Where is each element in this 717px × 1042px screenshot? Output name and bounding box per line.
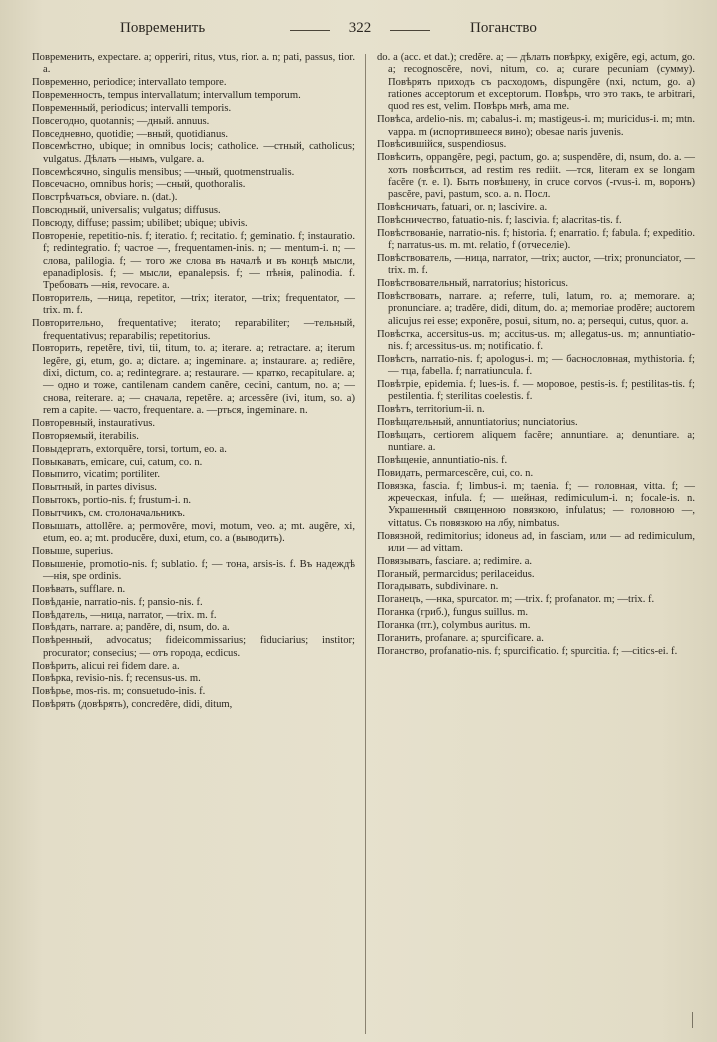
- dictionary-entry: Повышать, attollĕre. a; permovĕre, movi, motum, veo. a; mt. augĕre, xi, etum, eo. a; mt. producĕre, duxi, etum, co. a (выводить).: [32, 520, 355, 545]
- dictionary-entry: Повытный, in partes divisus.: [32, 482, 157, 494]
- dictionary-entry: Поганить, profanare. a; spurcificare. a.: [377, 632, 544, 644]
- dictionary-entry: Повязной, redimitorius; idoneus ad, in fasciam, или — ad redimiculum, или — ad vittam.: [377, 530, 695, 554]
- dictionary-entry: Повѣсившійся, suspendiosus.: [377, 139, 507, 151]
- page-header: [0, 20, 717, 42]
- dictionary-entry: do. a (acc. et dat.); credĕre. a; — дѣлать повѣрку, exigĕre, egi, actum, go. a; recognoscĕre, novi, nitum, co. a; curare pecuniam (сумму). Повѣрять приходъ съ расходомъ, dispungĕre (nxi, nctum, go. a) rationes acceptorum et exceptorum. Повѣрь, что это такъ, te arbitrari, quod res est, velim. Повѣрь мнѣ, ama me.: [377, 52, 695, 113]
- right-column: [377, 52, 695, 659]
- dictionary-entry: Повременность, tempus intervallatum; intervallum temporum.: [32, 90, 301, 102]
- dictionary-entry: Повыкавать, emicare, cui, catum, co. n.: [32, 456, 203, 468]
- dictionary-entry: Повѣщательный, annuntiatorius; nunciatorius.: [377, 416, 578, 428]
- dictionary-entry: Повседневно, quotidie; —вный, quotidianus.: [32, 128, 229, 140]
- dictionary-entry: Повѣрье, mos-ris. m; consuetudo-inis. f.: [32, 686, 206, 698]
- dictionary-entry: Повѣствованіе, narratio-nis. f; historia. f; enarratio. f; fabula. f; expeditio. f; narratus-us. m. mt. relatio, f (отчеселіе).: [377, 227, 695, 252]
- dictionary-entry: Повтореніе, repetitio-nis. f; iteratio. f; recitatio. f; geminatio. f; instauratio. f; redintegratio. f; частое —, frequentamen-inis. n; — mentum-i. n; — слова, palilogia. f; — того же слова въ началѣ и въ концѣ мысли, epanadiplosis. f; — мысли, epanalepsis. f; — пѣнія, palinodia. f. Требовать —нія, revocare. a.: [32, 230, 355, 292]
- dictionary-entry: Повторевный, instaurativus.: [32, 417, 156, 429]
- dictionary-entry: Повыше, superius.: [32, 545, 114, 557]
- dictionary-entry: Повѣщать, certiorem aliquem facĕre; annuntiare. a; denuntiare. a; nuntiare. a.: [377, 429, 695, 454]
- dictionary-entry: Повѣствователь, —ница, narrator, —trix; auctor, —trix; pronunciator, —trix. m. f.: [377, 253, 695, 277]
- dictionary-entry: Повѣсничество, fatuatio-nis. f; lascivia. f; alacritas-tis. f.: [377, 214, 622, 226]
- dictionary-entry: Повѣдатель, —ница, narrator, —trix. m. f.: [32, 609, 217, 621]
- dictionary-entry: Повѣрять (довѣрять), concredĕre, didi, ditum,: [32, 699, 233, 711]
- margin-mark: [692, 1012, 693, 1028]
- dictionary-entry: Повторяемый, iterabilis.: [32, 430, 139, 442]
- dictionary-entry: Повытчикъ, см. столоначальникъ.: [32, 507, 186, 519]
- dictionary-entry: Поганка (гриб.), fungus suillus. m.: [377, 607, 529, 619]
- dictionary-entry: Повсемѣстно, ubique; in omnibus locis; catholice. —стный, catholicus; vulgatus. Дѣлать —нымъ, vulgare. a.: [32, 141, 355, 165]
- dictionary-entry: Повышеніе, promotio-nis. f; sublatio. f; — тона, arsis-is. f. Въ надеждѣ —нія, spe ordinis.: [32, 558, 355, 583]
- dictionary-entry: Повыдергать, extorquĕre, torsi, tortum, eo. a.: [32, 443, 227, 455]
- dictionary-entry: Поганка (пт.), colymbus auritus. m.: [377, 619, 531, 631]
- dictionary-entry: Повстрѣчаться, obviare. n. (dat.).: [32, 192, 178, 204]
- dictionary-entry: Повсечасно, omnibus horis; —сный, quothoralis.: [32, 179, 246, 191]
- header-left-word: Повременить: [120, 20, 206, 36]
- dictionary-entry: Повѣсть, narratio-nis. f; apologus-i. m; — баснословная, mythistoria. f; — тца, fabella. f; narratiuncula. f.: [377, 353, 695, 378]
- dictionary-entry: Повѣрить, alicui rei fidem dare. a.: [32, 660, 180, 672]
- column-divider: [365, 54, 366, 1034]
- dictionary-entry: Повѣренный, advocatus; fideicommissarius; fiduciarius; institor; procurator; consecius; — отъ города, ecdicus.: [32, 635, 355, 659]
- dictionary-entry: Повѣствовать, narrare. a; referre, tuli, latum, ro. a; memorare. a; pronunciare. a; tradĕre, didi, ditum, do. a; memoriae prodĕre; auctorem alicujus rei esse; exponĕre, posui, situm, no. a; persequi, cutus, quor. a.: [377, 291, 695, 327]
- left-column: [32, 52, 355, 712]
- dictionary-entry: Повсюду, diffuse; passim; ubilibet; ubique; ubivis.: [32, 217, 248, 229]
- dictionary-entry: Погадывать, subdivinare. n.: [377, 581, 499, 593]
- dictionary-entry: Поганый, permarcidus; perilaceidus.: [377, 568, 535, 580]
- dictionary-entry: Повременный, periodicus; intervalli temporis.: [32, 102, 232, 114]
- header-rule-right: [390, 30, 430, 31]
- dictionary-entry: Повѣдать, narrare. a; pandĕre, di, nsum, do. a.: [32, 622, 230, 634]
- dictionary-entry: Повязывать, fasciare. a; redimire. a.: [377, 555, 533, 567]
- dictionary-entry: Повѣрка, revisio-nis. f; recensus-us. m.: [32, 673, 201, 685]
- dictionary-entry: Повторитель, —ница, repetitor, —trix; iterator, —trix; frequentator, —trix. m. f.: [32, 293, 355, 317]
- dictionary-entry: Повѣса, ardelio-nis. m; cabalus-i. m; mastigeus-i. m; muricidus-i. m; mtn. vappa. m (испортившееся вино); obesae naris juvenis.: [377, 114, 695, 138]
- dictionary-entry: Повѣтріе, epidemia. f; lues-is. f. — моровое, pestis-is. f; pestilitas-tis. f; pestilentia. f; sterilitas coelestis. f.: [377, 378, 695, 403]
- dictionary-entry: Повѣщеніе, annuntiatio-nis. f.: [377, 455, 508, 466]
- dictionary-entry: Повѣданіе, narratio-nis. f; pansio-nis. f.: [32, 596, 203, 608]
- dictionary-entry: Повсемѣсячно, singulis mensibus; —чный, quotmenstrualis.: [32, 166, 295, 178]
- dictionary-entry: Повязка, fascia. f; limbus-i. m; taenia. f; — головная, vitta. f; — жреческая, infula. f; — шейная, redimiculum-i. n; focale-is. n. Украшенный священною повязкою, infulatus; — головною —, vittatus. Съ повязкою на лбу, nimbatus.: [377, 480, 695, 529]
- dictionary-entry: Повидать, permarcescĕre, cui, co. n.: [377, 467, 534, 479]
- dictionary-entry: Повѣвать, sufflare. n.: [32, 583, 126, 595]
- dictionary-entry: Повсегодно, quotannis; —дный. annuus.: [32, 115, 210, 127]
- dictionary-entry: Повсюдный, universalis; vulgatus; diffusus.: [32, 205, 221, 217]
- dictionary-entry: Повѣсить, oppangĕre, pegi, pactum, go. a; suspendĕre, di, nsum, do. a. — хоть повѣситься, ad restim res rediit. —тся, literam ex se longam facĕre (т. е. l). Быть повѣшену, in cruce corvos (-rvus-i. m, воронъ) pascĕre, pavi, pastum, sco. a. n. Посл.: [377, 152, 695, 201]
- dictionary-entry: Повытокъ, portio-nis. f; frustum-i. n.: [32, 495, 192, 507]
- dictionary-entry: Повѣсничать, fatuari, or. n; lascivire. a.: [377, 202, 548, 214]
- header-right-word: Поганство: [470, 20, 537, 36]
- dictionary-entry: Повѣтъ, territorium-ii. n.: [377, 404, 485, 416]
- dictionary-entry: Повыпито, vicatim; portiliter.: [32, 469, 160, 481]
- dictionary-entry: Повѣствовательный, narratorius; historicus.: [377, 278, 569, 290]
- dictionary-entry: Повременить, expectare. a; opperiri, ritus, vtus, rior. a. n; pati, passus, tior. a.: [32, 52, 355, 76]
- dictionary-entry: Поганство, profanatio-nis. f; spurcificatio. f; spurcitia. f; —citics-ei. f.: [377, 645, 678, 657]
- dictionary-entry: Поганецъ, —нка, spurcator. m; —trix. f; profanator. m; —trix. f.: [377, 594, 655, 606]
- dictionary-entry: Повѣстка, accersitus-us. m; accitus-us. m; allegatus-us. m; annuntiatio-nis. f; arcessitus-us. m; notificatio. f.: [377, 328, 695, 352]
- dictionary-entry: Повторить, repetĕre, tivi, tii, titum, to. a; iterare. a; retractare. a; iterum legĕre, gi, etum, go. a; dictare. a; ingeminare. a; instaurare. a; rediĕre, dixi, dictum, co. a; redintegrare. a; restaurare. — кратко, recapitulare. a; — одно и тоже, cantilenam candem canĕre, cecini, cantum, no. a; — снова, reiterare. a; — сначала, repetĕre. a; arcessĕre (ivi, itum, so. a) rem a capite. — часто, frequentare. a. —рться, ingeminare. n.: [32, 343, 355, 417]
- dictionary-entry: Повременно, periodice; intervallato tempore.: [32, 77, 227, 89]
- page-number: 322: [348, 20, 372, 36]
- dictionary-entry: Повторительно, frequentative; iterato; reparabiliter; —тельный, frequentativus; reparabilis; repetitorius.: [32, 318, 355, 342]
